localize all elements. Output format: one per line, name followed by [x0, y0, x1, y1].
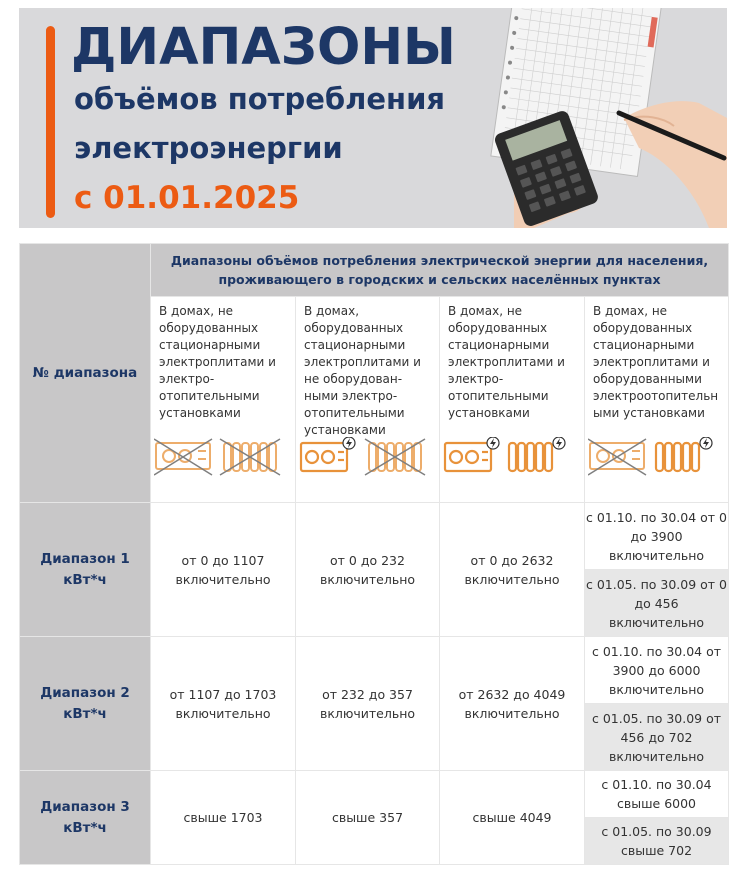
cell-range-1-col-3: от 0 до 2632 включительно — [440, 503, 585, 637]
cell-range-2-col-2: от 232 до 357 включительно — [296, 637, 440, 771]
stove-icon — [445, 443, 491, 471]
row-label-line: Диапазон 2 — [40, 684, 130, 701]
calculator-illustration — [474, 8, 727, 228]
cell-range-3-col-4-winter: с 01.10. по 30.04 свыше 6000 — [585, 771, 729, 818]
column-header-2 — [296, 297, 440, 503]
title-line-2: объёмов потребления — [74, 82, 446, 116]
header-banner — [19, 8, 727, 228]
column-header-text: В домах, оборудованных стационарными электроплитами и не оборудован-ными электро-отопительными установками — [304, 304, 421, 437]
heater-crossed-icon — [220, 439, 280, 475]
cell-range-1-col-2: от 0 до 232 включительно — [296, 503, 440, 637]
cell-range-3-col-3: свыше 4049 — [440, 771, 585, 865]
cell-range-2-col-4-winter: с 01.10. по 30.04 от 3900 до 6000 включительно — [585, 637, 729, 704]
heater-icon — [509, 443, 552, 471]
title-line-3: электроэнергии — [74, 131, 343, 165]
lightning-icon — [487, 437, 499, 449]
cell-range-3-col-2: свыше 357 — [296, 771, 440, 865]
ranges-table — [19, 243, 729, 865]
row-label-range-2 — [20, 637, 151, 771]
cell-range-2-col-1: от 1107 до 1703 включительно — [151, 637, 296, 771]
main-header: Диапазоны объёмов потребления электрической энергии для населения, проживающего в городских и сельских населённых пунктах — [151, 244, 729, 297]
title-main: ДИАПАЗОНЫ — [71, 18, 456, 77]
cell-range-1-col-1: от 0 до 1107 включительно — [151, 503, 296, 637]
heater-crossed-icon — [365, 439, 425, 475]
row-label-range-3 — [20, 771, 151, 865]
column-header-text: В домах, не оборудованных стационарными электроплитами и электро-отопительными установками — [448, 304, 565, 420]
title-date: с 01.01.2025 — [74, 180, 300, 216]
stove-crossed-icon — [588, 439, 646, 475]
heater-icon — [656, 443, 699, 471]
column-header-text: В домах, не оборудованных стационарными электроплитами и оборудованными электроотопительн ыми установками — [593, 304, 719, 420]
cell-range-2-col-4-summer: с 01.05. по 30.09 от 456 до 702 включительно — [585, 704, 729, 771]
row-label-unit: кВт*ч — [63, 819, 107, 836]
stove-crossed-icon — [154, 439, 212, 475]
column-header-text: В домах, не оборудованных стационарными электроплитами и электро-отопительными установками — [159, 304, 276, 420]
row-label-line: Диапазон 1 — [40, 550, 130, 567]
column-header-1 — [151, 297, 296, 503]
cell-range-3-col-4-summer: с 01.05. по 30.09 свыше 702 — [585, 818, 729, 865]
row-label-range-1 — [20, 503, 151, 637]
cell-range-1-col-4-winter: с 01.10. по 30.04 от 0 до 3900 включительно — [585, 503, 729, 570]
corner-label: № диапазона — [20, 244, 151, 503]
lightning-icon — [700, 437, 712, 449]
accent-bar — [46, 26, 55, 218]
row-label-line: Диапазон 3 — [40, 798, 130, 815]
row-label-unit: кВт*ч — [63, 705, 107, 722]
cell-range-2-col-3: от 2632 до 4049 включительно — [440, 637, 585, 771]
column-header-3 — [440, 297, 585, 503]
stove-icon — [301, 443, 347, 471]
cell-range-3-col-1: свыше 1703 — [151, 771, 296, 865]
column-header-4 — [585, 297, 729, 503]
lightning-icon — [343, 437, 355, 449]
lightning-icon — [553, 437, 565, 449]
cell-range-1-col-4-summer: с 01.05. по 30.09 от 0 до 456 включительно — [585, 570, 729, 637]
row-label-unit: кВт*ч — [63, 571, 107, 588]
